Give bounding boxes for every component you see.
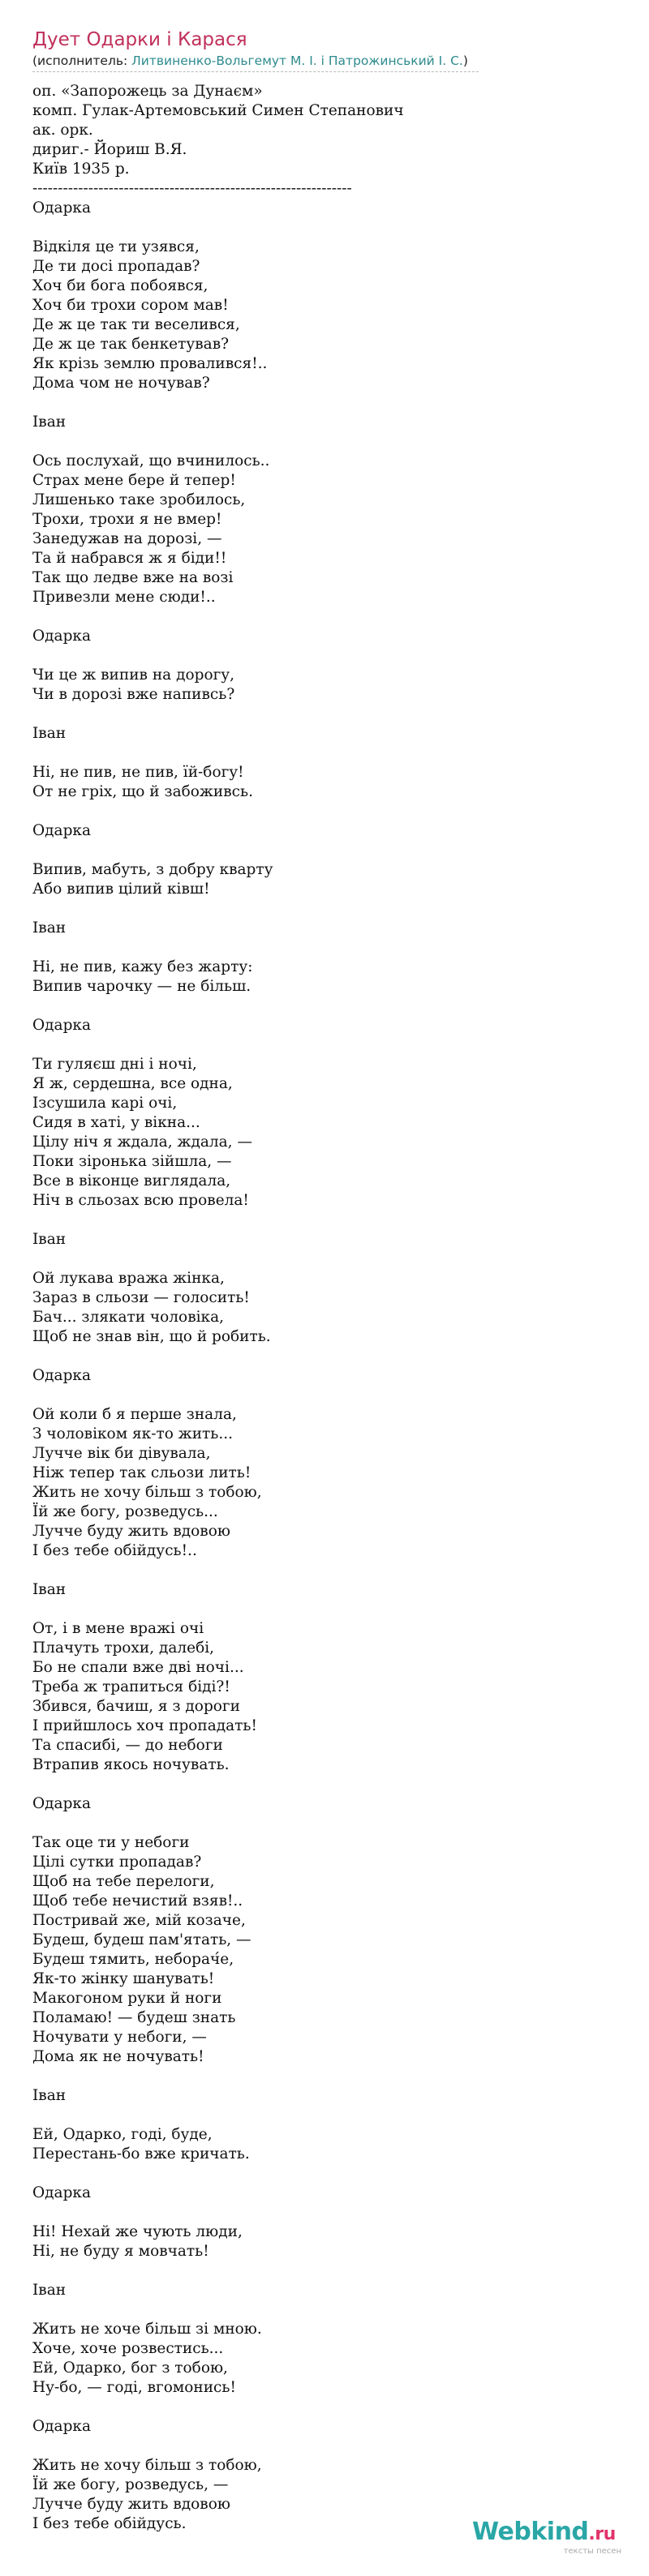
lyric-line: Випив, мабуть, з добру кварту xyxy=(32,861,273,878)
lyric-line: Їй же богу, розведусь, — xyxy=(32,2476,229,2493)
lyric-line xyxy=(32,1249,487,1269)
lyric-line: Щоб не знав він, що й робить. xyxy=(32,1328,271,1345)
lyric-line xyxy=(32,2164,487,2184)
lyric-line: Трохи, трохи я не вмер! xyxy=(32,511,222,528)
lyric-line: Ізсушила карі очі, xyxy=(32,1095,178,1112)
lyric-line xyxy=(32,432,487,452)
logo-main-text: Webkind xyxy=(472,2518,589,2546)
lyric-line xyxy=(32,2398,487,2417)
lyric-line: Плачуть трохи, далебі, xyxy=(32,1639,215,1657)
lyric-line: Втрапив якось ночувать. xyxy=(32,1756,230,1773)
lyric-line xyxy=(32,1211,487,1230)
lyric-line xyxy=(32,938,487,958)
lyric-line: І прийшлось хоч пропадать! xyxy=(32,1717,257,1734)
lyric-line: Так оце ти у небоги xyxy=(32,1834,190,1851)
page-title: Дует Одарки і Карася xyxy=(32,29,247,50)
lyric-line xyxy=(32,899,487,919)
lyric-line: Чи це ж випив на дорогу, xyxy=(32,667,235,684)
lyric-line xyxy=(32,802,487,821)
lyric-line: Ні, не пив, кажу без жарту: xyxy=(32,958,253,975)
lyric-line: Одарка xyxy=(32,822,92,839)
lyric-line: Іван xyxy=(32,725,67,742)
lyric-line: Хоч би трохи сором мав! xyxy=(32,297,229,314)
lyric-line: Іван xyxy=(32,2087,67,2104)
lyric-line: Зараз в сльози — голосить! xyxy=(32,1289,250,1306)
lyric-line: Цілі сутки пропадав? xyxy=(32,1854,202,1871)
lyric-line xyxy=(32,2106,487,2125)
performers-suffix: ) xyxy=(462,54,468,68)
lyric-line: Привезли мене сюди!.. xyxy=(32,589,216,606)
lyric-line xyxy=(32,393,487,413)
lyric-line: Іван xyxy=(32,2282,67,2299)
lyric-line xyxy=(32,2067,487,2086)
lyric-line: Іван xyxy=(32,1581,67,1598)
lyric-line: Ей, Одарко, бог з тобою, xyxy=(32,2360,228,2377)
lyric-line: Одарка xyxy=(32,1367,92,1384)
lyric-line: Одарка xyxy=(32,1795,92,1812)
lyric-line xyxy=(32,2203,487,2222)
lyric-line: ак. орк. xyxy=(32,122,93,139)
lyric-line: Жить не хочу більш з тобою, xyxy=(32,2457,262,2474)
lyric-line: Лучче вік би дівувала, xyxy=(32,1445,211,1462)
lyric-line: Лучче буду жить вдовою xyxy=(32,1523,230,1540)
lyric-line xyxy=(32,607,487,627)
lyric-line: Хоче, хоче розвестись... xyxy=(32,2340,224,2357)
lyric-line xyxy=(32,1386,487,1405)
lyric-line: Одарка xyxy=(32,1017,92,1034)
lyric-line xyxy=(32,841,487,860)
lyric-line: Дома чом не ночував? xyxy=(32,375,210,392)
lyric-line xyxy=(32,2437,487,2456)
lyric-line: Ні! Нехай же чують люди, xyxy=(32,2223,243,2240)
lyric-line: Занедужав на дорозі, — xyxy=(32,530,222,547)
lyric-line: Бач... злякати чоловіка, xyxy=(32,1309,224,1326)
lyric-line: Іван xyxy=(32,1231,67,1248)
lyric-line xyxy=(32,997,487,1016)
lyric-line: Бо не спали вже дві ночі... xyxy=(32,1659,244,1676)
lyric-line: Одарка xyxy=(32,2418,92,2435)
lyric-line: Іван xyxy=(32,919,67,937)
lyric-line: Ніч в сльозах всю провела! xyxy=(32,1192,249,1209)
lyric-line: Чи в дорозі вже напивсь? xyxy=(32,686,235,703)
lyric-line: З чоловіком як-то жить... xyxy=(32,1425,234,1442)
lyric-line: Лишенько таке зробилось, xyxy=(32,491,246,508)
lyric-line: Ой лукава вража жінка, xyxy=(32,1270,225,1287)
lyric-line: Або випив цілий ківш! xyxy=(32,881,210,898)
lyric-line: Хоч би бога побоявся, xyxy=(32,277,208,294)
lyric-line xyxy=(32,744,487,763)
performers-prefix: (исполнитель: xyxy=(32,54,132,68)
lyric-line: Ну-бо, — годі, вгомонись! xyxy=(32,2379,236,2396)
lyric-line xyxy=(32,1600,487,1619)
lyric-line: Їй же богу, розведусь... xyxy=(32,1503,218,1520)
lyric-line: Поламаю! — будеш знать xyxy=(32,2009,236,2026)
lyric-line: Ні, не пив, не пив, їй-богу! xyxy=(32,764,244,781)
lyric-line: От, і в мене вражі очі xyxy=(32,1620,204,1637)
lyric-line: Ось послухай, що вчинилось.. xyxy=(32,452,270,469)
lyric-line: Випив чарочку — не більш. xyxy=(32,978,251,995)
lyric-line: Де ж це так бенкетував? xyxy=(32,336,230,353)
lyric-line: Жить не хочу більш з тобою, xyxy=(32,1484,262,1501)
lyric-line: Київ 1935 р. xyxy=(32,161,130,178)
lyric-line: Щоб на тебе перелоги, xyxy=(32,1873,215,1890)
lyric-line: Ти гуляєш дні і ночі, xyxy=(32,1056,197,1073)
lyric-line: Ніж тепер так сльози лить! xyxy=(32,1464,251,1481)
lyric-line: Збився, бачиш, я з дороги xyxy=(32,1698,240,1715)
lyric-line xyxy=(32,705,487,724)
lyric-line: Так що ледве вже на возі xyxy=(32,569,234,586)
lyric-line: Як крізь землю провалився!.. xyxy=(32,355,268,372)
performers-link[interactable]: Литвиненко-Вольгемут М. І. і Патрожинський І. С. xyxy=(131,54,463,68)
lyric-line: дириг.- Йориш В.Я. xyxy=(32,141,187,158)
lyric-line: Дома як не ночувать! xyxy=(32,2048,204,2065)
lyric-line: І без тебе обійдусь. xyxy=(32,2515,187,2532)
lyric-line: Як-то жінку шанувать! xyxy=(32,1970,215,1987)
lyric-line: Ой коли б я перше знала, xyxy=(32,1406,237,1423)
lyric-line: Лучче буду жить вдовою xyxy=(32,2496,230,2513)
lyric-line: --------------------------------------------------------------- xyxy=(32,180,352,197)
lyric-line: Щоб тебе нечистий взяв!.. xyxy=(32,1892,243,1909)
lyric-line: Будеш, будеш пам'ятать, — xyxy=(32,1931,251,1948)
lyric-line: От не гріх, що й забоживсь. xyxy=(32,783,253,800)
lyric-line: Ні, не буду я мовчать! xyxy=(32,2243,209,2260)
lyric-line: Одарка xyxy=(32,2184,92,2201)
lyric-line: Поки зіронька зійшла, — xyxy=(32,1153,232,1170)
lyric-line: Сидя в хаті, у вікна... xyxy=(32,1114,200,1131)
lyric-line: Макогоном руки й ноги xyxy=(32,1990,222,2007)
lyric-line xyxy=(32,1814,487,1833)
lyric-line: Цілу ніч я ждала, ждала, — xyxy=(32,1134,252,1151)
lyric-line xyxy=(32,2300,487,2320)
logo-tagline: тексты песен xyxy=(563,2547,621,2556)
logo-tld: .ru xyxy=(588,2524,616,2544)
lyric-line: Все в віконце виглядала, xyxy=(32,1172,231,1189)
lyric-line: Іван xyxy=(32,414,67,431)
lyric-line: Перестань-бо вже кричать. xyxy=(32,2145,250,2162)
lyrics-text xyxy=(32,82,487,2534)
lyric-line xyxy=(32,1347,487,1366)
lyric-line xyxy=(32,1775,487,1794)
lyric-line: Жить не хоче більш зі мною. xyxy=(32,2321,262,2338)
lyric-line xyxy=(32,1561,487,1580)
lyric-line: Ей, Одарко, годі, буде, xyxy=(32,2126,213,2143)
site-logo[interactable] xyxy=(472,2518,626,2561)
lyric-line: оп. «Запорожець за Дунаєм» xyxy=(32,83,263,100)
lyric-line: Страх мене бере й тепер! xyxy=(32,472,236,489)
lyric-line: Треба ж трапиться біді?! xyxy=(32,1678,230,1695)
song-header xyxy=(32,28,479,72)
lyric-line xyxy=(32,646,487,666)
lyric-line: Будеш тямить, неборач́е, xyxy=(32,1951,234,1968)
lyric-line: комп. Гулак-Артемовський Симен Степанович xyxy=(32,102,404,119)
lyric-line: Відкіля це ти узявся, xyxy=(32,238,200,255)
lyric-line: Та й набрався ж я біди!! xyxy=(32,550,227,567)
lyric-line: Де ж це так ти веселився, xyxy=(32,316,240,333)
lyric-line xyxy=(32,1035,487,1055)
logo-wordmark xyxy=(472,2518,626,2548)
lyric-line xyxy=(32,2261,487,2281)
lyric-line: Одарка xyxy=(32,628,92,645)
lyric-line: Я ж, сердешна, все одна, xyxy=(32,1075,233,1092)
lyric-line: Одарка xyxy=(32,199,92,216)
lyric-line: Та спасибі, — до небоги xyxy=(32,1737,223,1754)
lyric-line: Ночувати у небоги, — xyxy=(32,2029,207,2046)
lyric-line: Де ти досі пропадав? xyxy=(32,258,200,275)
lyric-line: І без тебе обійдусь!.. xyxy=(32,1542,197,1559)
lyric-line: Постривай же, мій козаче, xyxy=(32,1912,246,1929)
lyric-line xyxy=(32,218,487,238)
performers-line xyxy=(32,52,479,72)
